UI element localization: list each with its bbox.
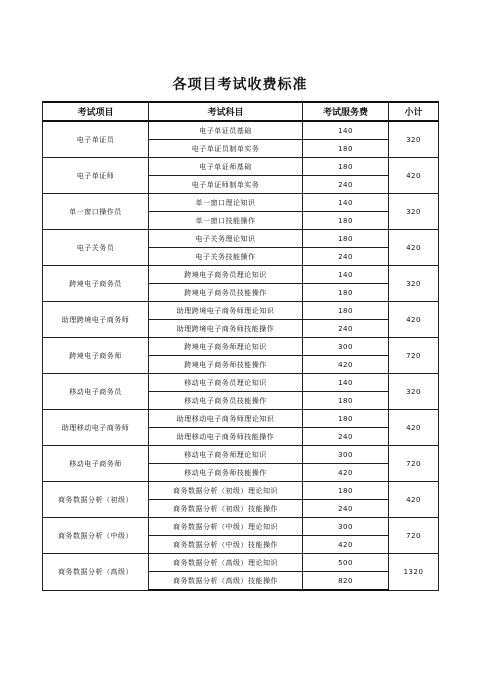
table-row xyxy=(43,554,439,572)
table-row xyxy=(43,410,439,428)
table-row xyxy=(43,482,439,500)
subtotal-cell: 420 xyxy=(389,410,439,446)
page-title: 各项目考试收费标准 xyxy=(172,77,308,93)
exam-item-cell: 单一窗口操作员 xyxy=(43,194,149,230)
exam-subject-cell: 移动电子商务师理论知识 xyxy=(149,446,303,464)
exam-subject-cell: 移动电子商务师技能操作 xyxy=(149,464,303,482)
exam-subject-cell: 电子关务理论知识 xyxy=(149,230,303,248)
table-row xyxy=(43,158,439,176)
service-fee-cell: 140 xyxy=(303,266,389,284)
service-fee-cell: 140 xyxy=(303,194,389,212)
service-fee-cell: 180 xyxy=(303,158,389,176)
table-row xyxy=(43,446,439,464)
exam-item-cell: 电子单证师 xyxy=(43,158,149,194)
column-header-fee: 考试服务费 xyxy=(303,102,389,121)
service-fee-cell: 300 xyxy=(303,446,389,464)
exam-subject-cell: 商务数据分析（高级）理论知识 xyxy=(149,554,303,572)
service-fee-cell: 180 xyxy=(303,212,389,230)
service-fee-cell: 300 xyxy=(303,338,389,356)
exam-subject-cell: 商务数据分析（中级）理论知识 xyxy=(149,518,303,536)
service-fee-cell: 300 xyxy=(303,518,389,536)
exam-item-cell: 移动电子商务员 xyxy=(43,374,149,410)
exam-item-cell: 跨境电子商务师 xyxy=(43,338,149,374)
service-fee-cell: 240 xyxy=(303,176,389,194)
service-fee-cell: 180 xyxy=(303,302,389,320)
exam-subject-cell: 跨境电子商务员技能操作 xyxy=(149,284,303,302)
table-row xyxy=(43,338,439,356)
exam-subject-cell: 助理移动电子商务师理论知识 xyxy=(149,410,303,428)
subtotal-cell: 1320 xyxy=(389,554,439,591)
exam-subject-cell: 助理跨境电子商务师技能操作 xyxy=(149,320,303,338)
service-fee-cell: 420 xyxy=(303,464,389,482)
service-fee-cell: 420 xyxy=(303,536,389,554)
subtotal-cell: 420 xyxy=(389,482,439,518)
exam-item-cell: 电子关务员 xyxy=(43,230,149,266)
subtotal-cell: 420 xyxy=(389,230,439,266)
exam-item-cell: 助理移动电子商务师 xyxy=(43,410,149,446)
table-row xyxy=(43,302,439,320)
exam-subject-cell: 跨境电子商务员理论知识 xyxy=(149,266,303,284)
exam-subject-cell: 商务数据分析（初级）理论知识 xyxy=(149,482,303,500)
subtotal-cell: 320 xyxy=(389,374,439,410)
service-fee-cell: 240 xyxy=(303,248,389,266)
exam-subject-cell: 商务数据分析（初级）技能操作 xyxy=(149,500,303,518)
subtotal-cell: 420 xyxy=(389,158,439,194)
exam-subject-cell: 电子关务技能操作 xyxy=(149,248,303,266)
service-fee-cell: 180 xyxy=(303,482,389,500)
service-fee-cell: 180 xyxy=(303,410,389,428)
column-header-item: 考试项目 xyxy=(43,102,149,121)
column-header-total: 小计 xyxy=(389,102,439,121)
service-fee-cell: 140 xyxy=(303,374,389,392)
service-fee-cell: 180 xyxy=(303,392,389,410)
exam-item-cell: 跨境电子商务员 xyxy=(43,266,149,302)
table-row xyxy=(43,374,439,392)
table-row xyxy=(43,518,439,536)
service-fee-cell: 180 xyxy=(303,284,389,302)
exam-subject-cell: 助理移动电子商务师技能操作 xyxy=(149,428,303,446)
exam-item-cell: 商务数据分析（高级） xyxy=(43,554,149,591)
exam-subject-cell: 移动电子商务员理论知识 xyxy=(149,374,303,392)
service-fee-cell: 240 xyxy=(303,320,389,338)
exam-subject-cell: 移动电子商务员技能操作 xyxy=(149,392,303,410)
exam-subject-cell: 电子单证员制单实务 xyxy=(149,140,303,158)
table-body xyxy=(43,121,439,590)
service-fee-cell: 180 xyxy=(303,230,389,248)
exam-subject-cell: 电子单证师制单实务 xyxy=(149,176,303,194)
exam-subject-cell: 单一窗口理论知识 xyxy=(149,194,303,212)
service-fee-cell: 140 xyxy=(303,121,389,140)
exam-item-cell: 助理跨境电子商务师 xyxy=(43,302,149,338)
exam-item-cell: 商务数据分析（初级） xyxy=(43,482,149,518)
table-row xyxy=(43,266,439,284)
exam-subject-cell: 跨境电子商务师技能操作 xyxy=(149,356,303,374)
exam-subject-cell: 商务数据分析（中级）技能操作 xyxy=(149,536,303,554)
exam-subject-cell: 商务数据分析（高级）技能操作 xyxy=(149,572,303,591)
exam-subject-cell: 单一窗口技能操作 xyxy=(149,212,303,230)
service-fee-cell: 240 xyxy=(303,428,389,446)
subtotal-cell: 720 xyxy=(389,518,439,554)
exam-subject-cell: 助理跨境电子商务师理论知识 xyxy=(149,302,303,320)
service-fee-cell: 500 xyxy=(303,554,389,572)
exam-item-cell: 电子单证员 xyxy=(43,121,149,158)
service-fee-cell: 240 xyxy=(303,500,389,518)
fee-table xyxy=(42,101,439,591)
subtotal-cell: 320 xyxy=(389,266,439,302)
subtotal-cell: 720 xyxy=(389,446,439,482)
subtotal-cell: 320 xyxy=(389,121,439,158)
exam-item-cell: 移动电子商务师 xyxy=(43,446,149,482)
exam-item-cell: 商务数据分析（中级） xyxy=(43,518,149,554)
exam-subject-cell: 跨境电子商务师理论知识 xyxy=(149,338,303,356)
table-row xyxy=(43,230,439,248)
service-fee-cell: 820 xyxy=(303,572,389,591)
service-fee-cell: 420 xyxy=(303,356,389,374)
exam-subject-cell: 电子单证师基础 xyxy=(149,158,303,176)
subtotal-cell: 320 xyxy=(389,194,439,230)
table-row xyxy=(43,121,439,140)
service-fee-cell: 180 xyxy=(303,140,389,158)
subtotal-cell: 720 xyxy=(389,338,439,374)
column-header-subject: 考试科目 xyxy=(149,102,303,121)
exam-subject-cell: 电子单证员基础 xyxy=(149,121,303,140)
table-row xyxy=(43,194,439,212)
subtotal-cell: 420 xyxy=(389,302,439,338)
table-header-row xyxy=(43,102,439,121)
